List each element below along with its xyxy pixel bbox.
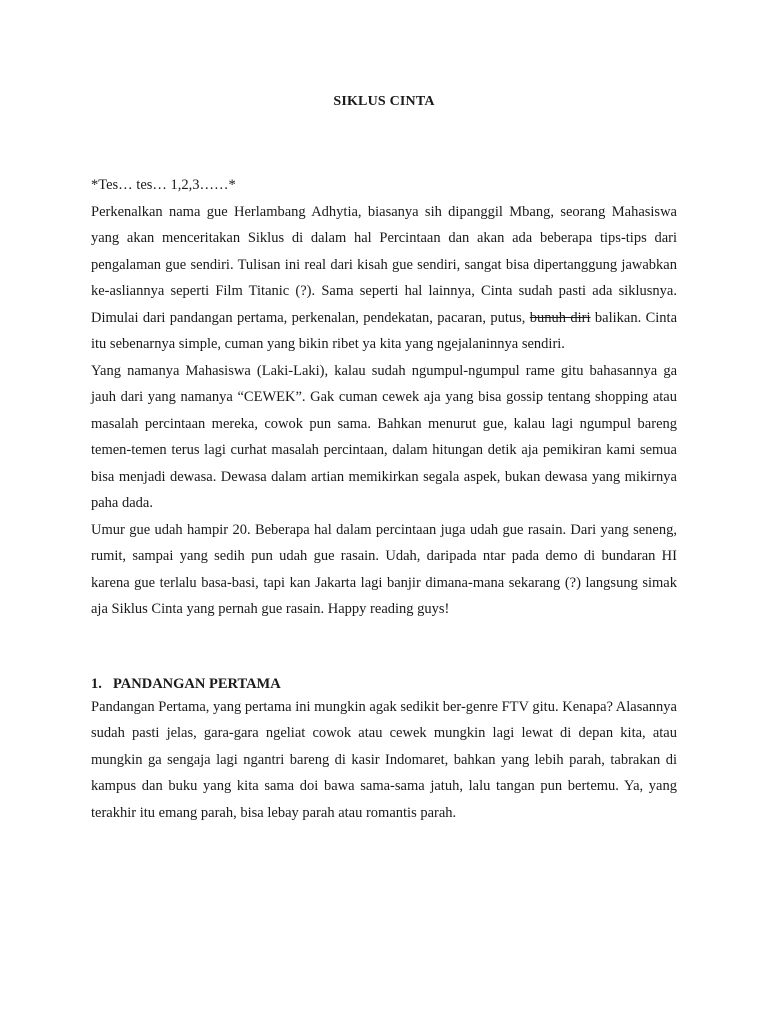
document-title: SIKLUS CINTA [333, 94, 435, 109]
paragraph-introduction [91, 199, 677, 358]
paragraph-introduction-text-end: balikan. Cinta itu sebenarnya simple, cuman yang bikin ribet ya kita yang ngejalaninnya sendiri. [91, 309, 678, 352]
paragraph-pandangan-pertama: Pandangan Pertama, yang pertama ini mungkin agak sedikit ber-genre FTV gitu. Kenapa? Alasannya sudah pasti jelas, gara-gara ngeliat cowok atau cewek mungkin lagi lewat di depan kita, atau mungkin ga sengaja lagi ngantri bareng di kasir Indomaret, bahkan yang lebih parah, tabrakan di kampus dan buku yang kita sama doi bawa sama-sama jatuh, lalu tangan pun bertemu. Ya, yang terakhir itu emang parah, bisa lebay parah atau romantis parah. [91, 698, 677, 821]
intro-line: *Tes… tes… 1,2,3……* [91, 177, 236, 193]
section-heading [91, 674, 677, 694]
paragraph-introduction-text: Perkenalkan nama gue Herlambang Adhytia, biasanya sih dipanggil Mbang, seorang Mahasiswa yang akan menceritakan Siklus di dalam hal Percintaan dan akan ada beberapa tips-tips dari pengalaman gue sendiri. Tulisan ini real dari kisah gue sendiri, sangat bisa dipertanggung jawabkan ke-asliannya seperti Film Titanic (?). Sama seperti hal lainnya, Cinta sudah pasti ada siklusnya. Dimulai dari pandangan pertama, perkenalan, pendekatan, pacaran, putus, [91, 203, 677, 326]
strikethrough-text: bunuh diri [529, 309, 591, 326]
paragraph-umur: Umur gue udah hampir 20. Beberapa hal dalam percintaan juga udah gue rasain. Dari yang seneng, rumit, sampai yang sedih pun udah gue rasain. Udah, daripada ntar pada demo di bundaran HI karena gue terlalu basa-basi, tapi kan Jakarta lagi banjir dimana-mana sekarang (?) langsung simak aja Siklus Cinta yang pernah gue rasain. Happy reading guys! [91, 521, 677, 617]
paragraph-mahasiswa: Yang namanya Mahasiswa (Laki-Laki), kalau sudah ngumpul-ngumpul rame gitu bahasannya ga jauh dari yang namanya “CEWEK”. Gak cuman cewek aja yang bisa gossip tentang shopping atau masalah percintaan mereka, cowok pun sama. Bahkan menurut gue, kalau lagi ngumpul bareng temen-temen terus lagi curhat masalah percintaan, dalam hitungan detik aja pemikiran kami semua bisa menjadi dewasa. Dewasa dalam artian memikirkan segala aspek, bukan dewasa yang mikirnya paha dada. [91, 362, 677, 511]
section-heading-text: PANDANGAN PERTAMA [113, 675, 281, 692]
section-number: 1. [91, 675, 102, 692]
